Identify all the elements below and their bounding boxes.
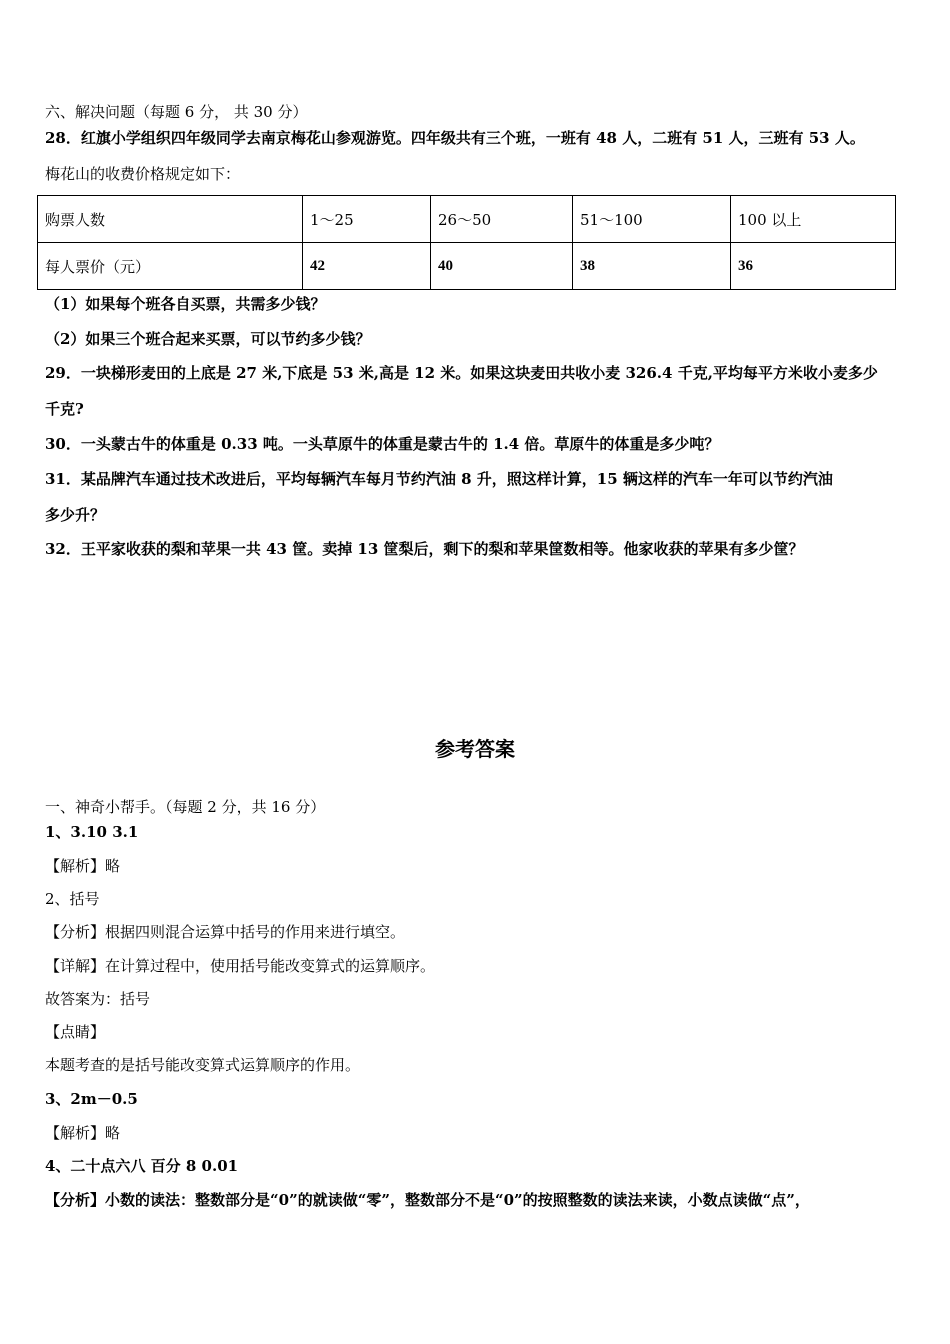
question-31-text: 31．某品牌汽车通过技术改进后，平均每辆汽车每月节约汽油 8 升，照这样计算，15 辆这样的汽车一年可以节约汽油: [45, 470, 833, 488]
question-32-text: 32．王平家收获的梨和苹果一共 43 筐。卖掉 13 筐梨后，剩下的梨和苹果筐数相等。他家收获的苹果有多少筐？: [45, 540, 804, 558]
answer-3-note: 【解析】略: [45, 1124, 121, 1142]
question-30-text: 30．一头蒙古牛的体重是 0.33 吨。一头草原牛的体重是蒙古牛的 1.4 倍。草原牛的体重是多少吨？: [45, 435, 720, 453]
question-31-text-cont: 多少升？: [45, 506, 106, 524]
answer-1-note: 【解析】略: [45, 857, 121, 875]
question-28-sub2: （2）如果三个班合起来买票，可以节约多少钱？: [45, 330, 371, 348]
question-29-text: 29．一块梯形麦田的上底是 27 米,下底是 53 米,高是 12 米。如果这块麦田共收小麦 326.4 千克,平均每平方米收小麦多少: [45, 364, 878, 382]
price-table: [37, 195, 896, 290]
table-cell: 每人票价（元）: [38, 243, 303, 290]
answer-3: 3、2m－0.5: [45, 1090, 138, 1108]
answers-section-heading: 一、神奇小帮手。（每题 2 分，共 16 分）: [45, 798, 326, 816]
answer-2-comment-label: 【点睛】: [45, 1023, 106, 1041]
answer-1: 1、3.10 3.1: [45, 823, 139, 841]
table-cell: 购票人数: [38, 196, 303, 243]
table-cell: 26～50: [431, 196, 573, 243]
table-cell: 40: [431, 243, 573, 290]
table-cell: 1～25: [303, 196, 431, 243]
question-29-text-cont: 千克?: [45, 400, 84, 418]
answers-title: 参考答案: [435, 737, 515, 761]
question-28-text-cont: 梅花山的收费价格规定如下：: [45, 165, 241, 183]
table-row: [38, 243, 896, 290]
answer-2-comment: 本题考查的是括号能改变算式运算顺序的作用。: [45, 1056, 361, 1074]
section-heading: 六、解决问题（每题 6 分， 共 30 分）: [45, 103, 308, 121]
table-cell: 100 以上: [731, 196, 896, 243]
table-cell: 42: [303, 243, 431, 290]
answer-2-answer: 故答案为：括号: [45, 990, 151, 1008]
table-cell: 36: [731, 243, 896, 290]
answer-2-detail: 【详解】在计算过程中，使用括号能改变算式的运算顺序。: [45, 957, 436, 975]
answer-4: 4、二十点六八 百分 8 0.01: [45, 1157, 239, 1175]
table-row: [38, 196, 896, 243]
answer-4-analysis: 【分析】小数的读法：整数部分是“0”的就读做“零”，整数部分不是“0”的按照整数的读法来读，小数点读做“点”，: [45, 1191, 810, 1209]
answer-2-analysis: 【分析】根据四则混合运算中括号的作用来进行填空。: [45, 923, 406, 941]
table-cell: 51～100: [573, 196, 731, 243]
table-cell: 38: [573, 243, 731, 290]
question-28-text: 28．红旗小学组织四年级同学去南京梅花山参观游览。四年级共有三个班，一班有 48 人，二班有 51 人，三班有 53 人。: [45, 129, 865, 147]
question-28-sub1: （1）如果每个班各自买票，共需多少钱？: [45, 295, 326, 313]
answer-2: 2、括号: [45, 890, 100, 908]
